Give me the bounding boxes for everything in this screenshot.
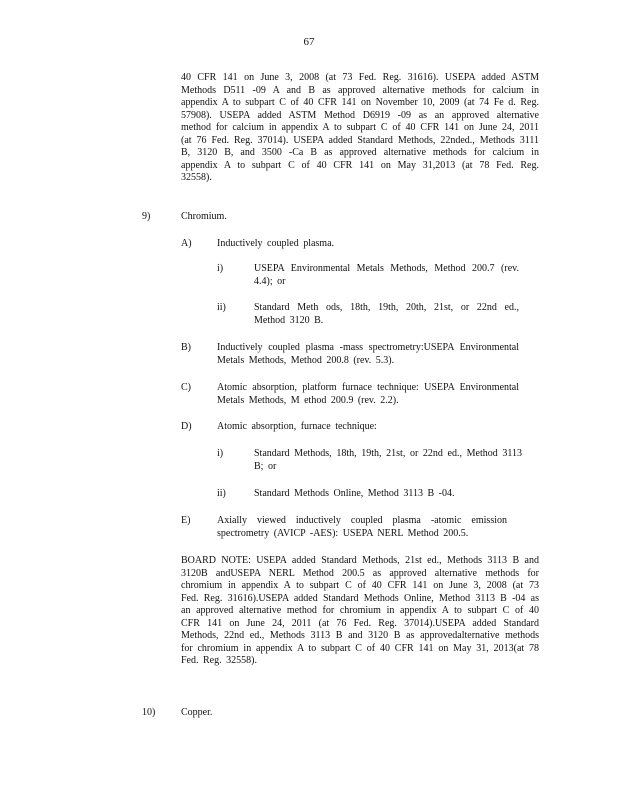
item-9a-text: Inductively coupled plasma. (217, 238, 335, 249)
item-9d-ii-label: ii) (217, 488, 226, 499)
page-number: 67 (303, 36, 315, 48)
item-9a-i-text: USEPA Environmental Metals Methods, Method 200.7 (rev. 4.4); or (254, 263, 519, 287)
item-9c-label: C) (181, 382, 191, 393)
item-9d-i-label: i) (217, 448, 224, 459)
item-9a-ii-label: ii) (217, 302, 226, 313)
item-9d-ii-text: Standard Methods Online, Method 3113 B -04. (254, 488, 455, 499)
item-9b-label: B) (181, 342, 191, 353)
item-9 (0, 211, 618, 225)
intro-note: 40 CFR 141 on June 3, 2008 (at 73 Fed. Reg. 31616). USEPA added ASTM Methods D511 -09 A and B as approved alternative methods for calcium in appendix A to subpart C of 40 CFR 141 on November 10, 2009 (at 74 Fe d. Reg. 57908). USEPA added ASTM Method D6919 -09 as an approved alternative method for calcium in appendix A to subpart C of 40 CFR 141 on June 24, 2011 (at 76 Fed. Reg. 37014). USEPA added Standard Methods, 22nded., Methods 3111 B, 3120 B, and 3500 -Ca B as approved alternative methods for calcium in appendix A to subpart C of 40 CFR 141 on May 31,2013 (at 78 Fed. Reg. 32558). (181, 72, 539, 183)
item-9d-i-text: Standard Methods, 18th, 19th, 21st, or 22nd ed., Method 3113 B; or (254, 448, 522, 472)
item-9d-text: Atomic absorption, furnace technique: (217, 421, 377, 432)
item-9-title: Chromium. (181, 211, 227, 222)
item-9a-i-label: i) (217, 263, 224, 274)
item-9c-text: Atomic absorption, platform furnace technique: USEPA Environmental Metals Methods, M ethod 200.9 (rev. 2.2). (217, 382, 519, 406)
item-9e-label: E) (181, 515, 191, 526)
item-9b-text: Inductively coupled plasma -mass spectrometry:USEPA Environmental Metals Methods, Method 200.8 (rev. 5.3). (217, 342, 519, 366)
board-note: BOARD NOTE: USEPA added Standard Methods, 21st ed., Methods 3113 B and 3120B andUSEPA NERL Method 200.5 as approved alternative methods for chromium in appendix A to subpart C of 40 CFR 141 on June 3, 2008 (at 73 Fed. Reg. 31616).USEPA added Standard Methods Online, Method 3113 B -04 as an approved alternative method for chromium in appendix A to subpart C of 40 CFR 141 on June 24, 2011 (at 76 Fed. Reg. 37014).USEPA added Standard Methods, 22nd ed., Methods 3113 B and 3120 B as approvedalternative methods for chromium in appendix A to subpart C of 40 CFR 141 on May 31, 2013(at 78 Fed. Reg. 32558). (181, 555, 539, 666)
item-9a-label: A) (181, 238, 192, 249)
item-9a-ii-text: Standard Meth ods, 18th, 19th, 20th, 21st, or 22nd ed., Method 3120 B. (254, 302, 519, 326)
item-9e-text: Axially viewed inductively coupled plasma -atomic emission spectrometry (AVICP -AES): USEPA NERL Method 200.5. (217, 515, 507, 539)
item-10-label: 10) (142, 707, 156, 718)
item-9-label: 9) (142, 211, 151, 222)
item-9d-label: D) (181, 421, 192, 432)
item-10 (0, 707, 618, 721)
item-10-title: Copper. (181, 707, 213, 718)
